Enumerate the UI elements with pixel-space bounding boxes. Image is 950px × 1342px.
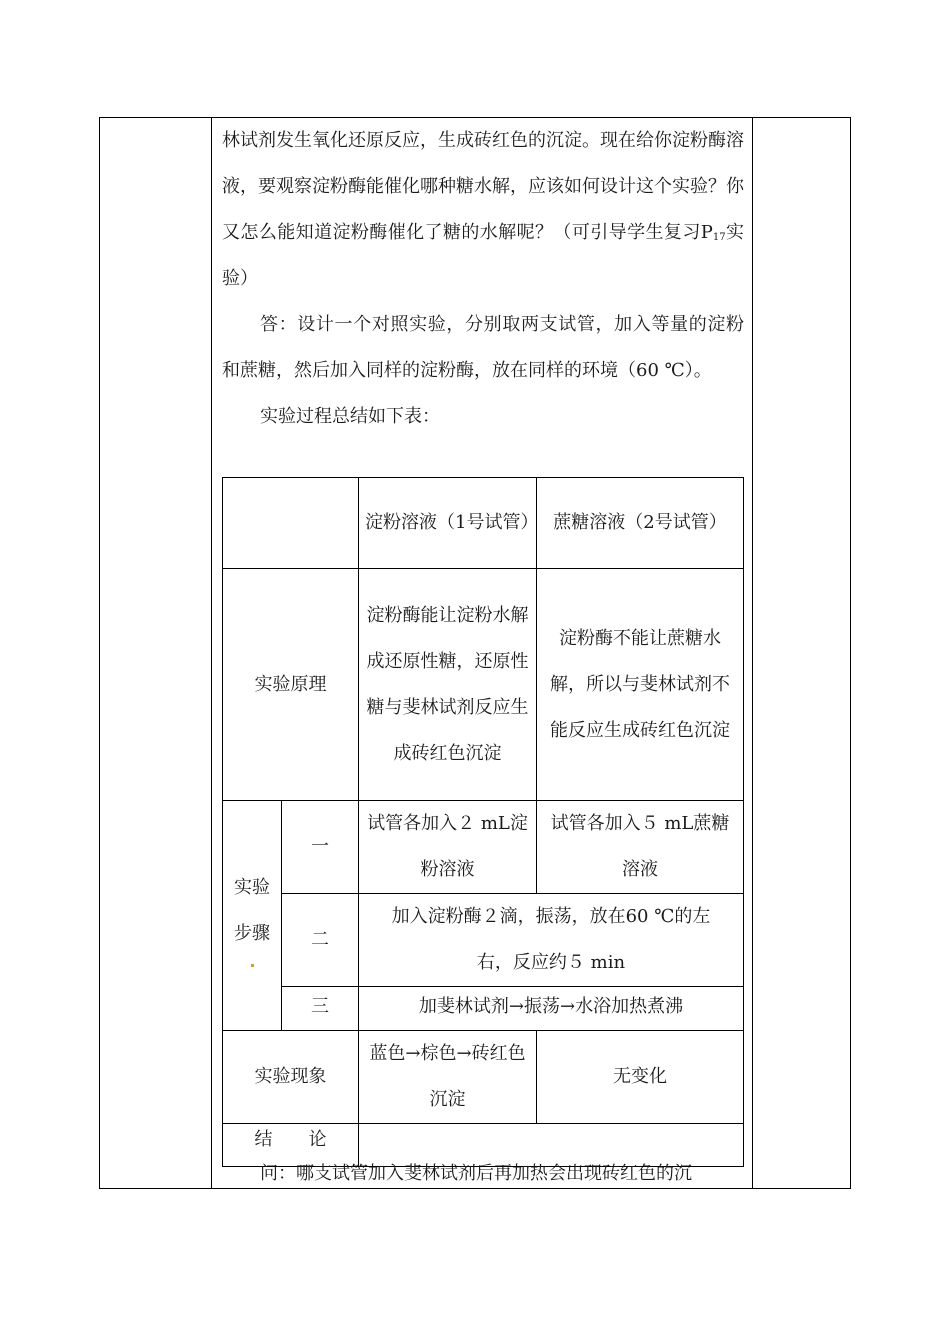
step1-tube1: 试管各加入２ mL淀粉溶液 [359,801,537,894]
question-line [222,1152,744,1196]
lesson-content [222,118,744,440]
step1-number: 一 [282,801,359,894]
step3-text: 加斐林试剂→振荡→水浴加热煮沸 [359,987,744,1031]
header-tube1: 淀粉溶液（1号试管） [359,478,537,569]
experiment-table [222,477,744,1167]
step2-number: 二 [282,894,359,987]
step1-row [223,801,744,894]
conclusion-label: 结 论 [223,1124,359,1167]
frame-column-divider-1 [211,117,212,1189]
step2-text: 加入淀粉酶２滴，振荡，放在60 ℃的左右，反应约５ min [359,894,744,987]
step3-row [223,987,744,1031]
phenomenon-tube2: 无变化 [537,1031,744,1124]
empty-header-cell [223,478,359,569]
principle-tube2: 淀粉酶不能让蔗糖水解，所以与斐林试剂不能反应生成砖红色沉淀 [537,569,744,801]
principle-tube1: 淀粉酶能让淀粉水解成还原性糖，还原性糖与斐林试剂反应生成砖红色沉淀 [359,569,537,801]
table-header-row [223,478,744,569]
paragraph-1: 林试剂发生氧化还原反应，生成砖红色的沉淀。现在给你淀粉酶溶液，要观察淀粉酶能催化哪种糖水解，应该如何设计这个实验？你又怎么能知道淀粉酶催化了糖的水解呢？（可引导学生复习$P_{17}$实验） [222,130,745,289]
steps-label-line2: 步骤 [234,922,270,944]
phenomenon-label: 实验现象 [223,1031,359,1124]
dot-mark [251,964,254,967]
phenomenon-tube1: 蓝色→棕色→砖红色沉淀 [359,1031,537,1124]
steps-label [223,801,282,1031]
frame-column-divider-2 [752,117,753,1189]
frame-right-border [850,117,851,1189]
principle-row [223,569,744,801]
paragraph-answer: 答：设计一个对照实验，分别取两支试管，加入等量的淀粉和蔗糖，然后加入同样的淀粉酶，放在同样的环境（60 ℃）。 [222,314,744,381]
paragraph-question: 问：哪支试管加入斐林试剂后再加热会出现砖红色的沉 [260,1163,692,1184]
frame-left-border [99,117,100,1189]
paragraph-table-intro: 实验过程总结如下表： [260,406,440,427]
steps-label-line1: 实验 [234,876,270,898]
phenomenon-row [223,1031,744,1124]
step2-row [223,894,744,987]
step3-number: 三 [282,987,359,1031]
principle-label: 实验原理 [223,569,359,801]
header-tube2: 蔗糖溶液（2号试管） [537,478,744,569]
subscript-page: 17 [712,232,726,243]
step1-tube2: 试管各加入５ mL蔗糖溶液 [537,801,744,894]
